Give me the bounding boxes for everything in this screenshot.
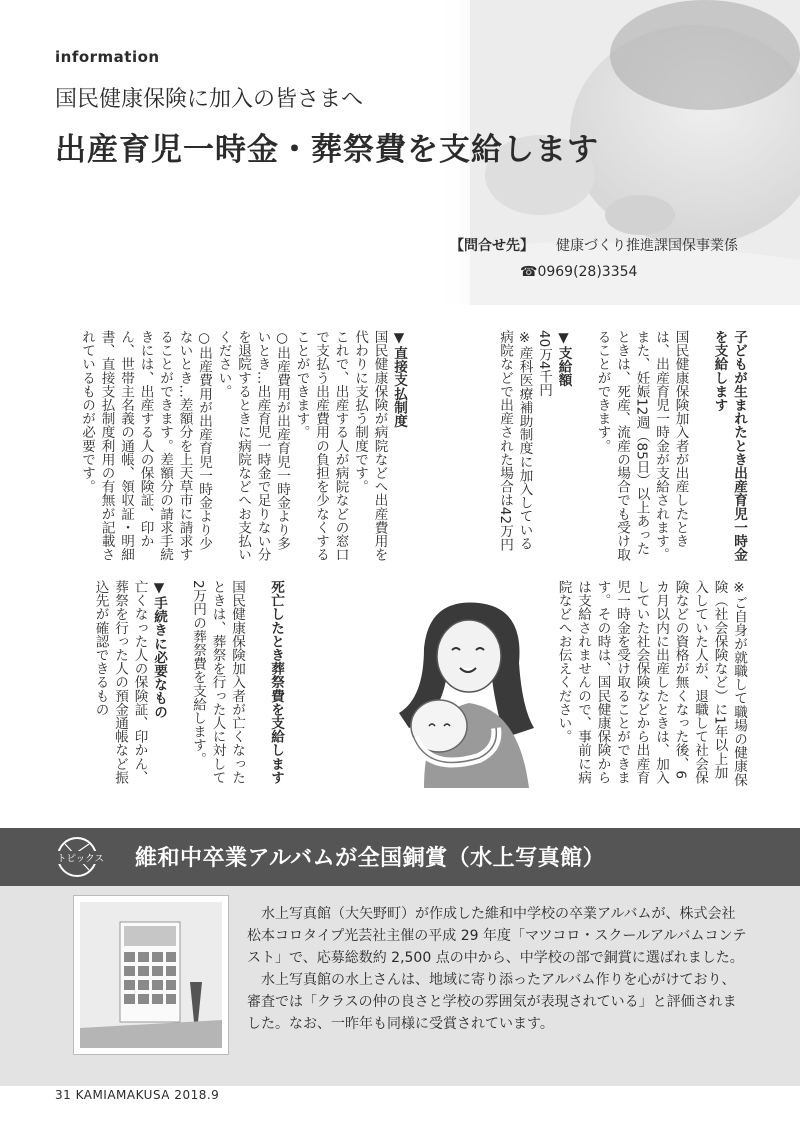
funeral-heading: 死亡したとき葬祭費を支給します xyxy=(268,580,284,784)
topics-paragraph-2: 水上写真館の水上さんは、地域に寄り添ったアルバム作りを心がけており、審査では「クラスの仲の良さと学校の雰囲気が表現されている」と評価されました。なお、一昨年も同様に受賞されています。 xyxy=(247,972,737,1032)
page-subtitle: 国民健康保険に加入の皆さまへ xyxy=(55,87,364,112)
birth-note xyxy=(553,580,748,792)
direct-payment-section xyxy=(77,330,409,562)
funeral-paragraph: 国民健康保険加入者が亡くなったときは、葬祭を行った人に対して2万円の葬祭費を支給します。 xyxy=(190,580,245,784)
page-footer: 31 KAMIAMAKUSA 2018.9 xyxy=(55,1088,220,1102)
amount-note: ※産科医療補助制度に加入している病院などで出産された場合は42万円 xyxy=(497,330,533,552)
contact-info xyxy=(450,233,738,285)
section-label: information xyxy=(55,48,160,66)
amount-value: 40万4千円 xyxy=(536,330,552,397)
amount-label: ▼支給額 xyxy=(555,330,572,387)
birth-section-top xyxy=(495,330,749,562)
topics-badge-label: トピックス xyxy=(57,853,105,865)
procedure-label: ▼手続きに必要なもの xyxy=(151,580,167,719)
mother-baby-illustration xyxy=(384,588,544,788)
birth-paragraph-1: 国民健康保険加入者が出産したときは、出産育児一時金が支給されます。 xyxy=(653,330,689,562)
page-title: 出産育児一時金・葬祭費を支給します xyxy=(55,132,599,168)
contact-label: 【問合せ先】 xyxy=(450,238,534,254)
birth-paragraph-2: また、妊娠12週（85日）以上あったときは、死産、流産の場合でも受け取ることができます。 xyxy=(594,330,650,562)
topics-paragraph-1: 水上写真館（大矢野町）が作成した維和中学校の卒業アルバムが、株式会社松本コロタイプ光芸社主催の平成 29 年度「マツコロ・スクールアルバムコンテスト」で、応募総数約 2,500 点の中から、中学校の部で銅賞に選ばれました。 xyxy=(247,906,747,966)
direct-payment-label: ▼直接支払制度 xyxy=(391,330,407,428)
funeral-section xyxy=(90,580,285,792)
insurance-note: ※ご自身が就職して職場の健康保険（社会保険など）に1年以上加入していた人が、退職して社会保険などの資格が無くなった後、6カ月以内に出産したときは、加入していた社会保険などから出産育児一時金を受け取ることができます。その時は、国民健康保険からは支給されませんので、事前に病院などへお伝えください。 xyxy=(555,580,747,787)
hero-banner xyxy=(0,0,800,305)
birth-heading: 子どもが生まれたとき出産育児一時金を支給します xyxy=(711,330,747,562)
direct-payment-p2: これで、出産する人が病院などの窓口で支払う出産費用の負担を少なくすることができます。 xyxy=(293,330,349,562)
direct-payment-p4: ○出産費用が出産育児一時金より少ないとき…差額分を上天草市に請求することができます。差額分の請求手続きには、出産する人の保険証、印かん、世帯主名義の通帳、領収証・明細書、直接支払制度利用の有無が記載されているものが必要です。 xyxy=(79,330,212,562)
contact-phone: ☎0969(28)3354 xyxy=(520,264,638,280)
contact-dept: 健康づくり推進課国保事業係 xyxy=(556,238,738,254)
topics-title: 維和中卒業アルバムが全国銅賞（水上写真館） xyxy=(135,846,606,871)
direct-payment-p1: 国民健康保険が病院などへ出産費用を代わりに支払う制度です。 xyxy=(352,330,388,562)
topics-body xyxy=(247,903,747,1035)
direct-payment-p3: ○出産費用が出産育児一時金より多いとき…出産育児一時金で足りない分を退院するときに病院などへお支払いください。 xyxy=(215,330,290,562)
album-photo xyxy=(74,896,228,1054)
procedure-text: 亡くなった人の保険証、印かん、葬祭を行った人の預金通帳など振込先が確認できるもの xyxy=(92,580,148,784)
topics-badge-icon xyxy=(55,836,111,878)
